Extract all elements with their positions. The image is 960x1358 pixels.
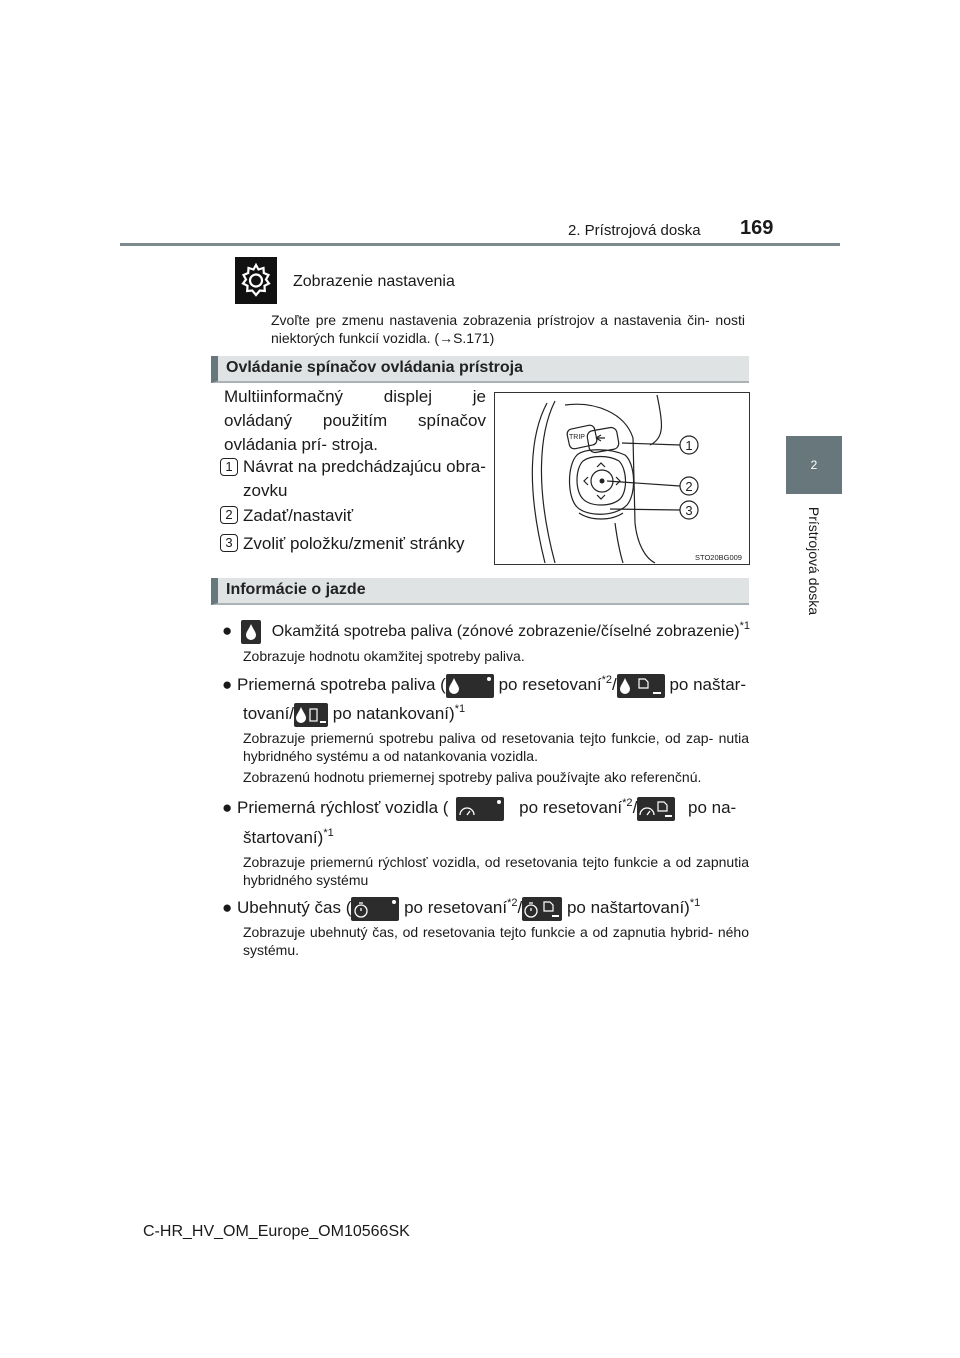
bullet-dot: ● (222, 898, 233, 917)
bullet-item-3: ● Priemerná rýchlosť vozidla ( po resetovaní$^{*2}$/ po na- (222, 792, 736, 821)
item4-part2: po resetovaní (399, 898, 508, 917)
steering-switch-diagram (494, 392, 750, 565)
item2-desc1: Zobrazuje priemernú spotrebu paliva od resetovania tejto funkcie, od zap- nutia hybridného systému a od natankovania vozidla. (243, 730, 749, 764)
item2-part2: po resetovaní (493, 675, 602, 694)
document-code: C-HR_HV_OM_Europe_OM10566SK (143, 1223, 410, 1240)
item4-part3: po naštartovaní) (562, 898, 690, 917)
item1-sup: *1 (739, 620, 750, 632)
item3-part3: po na- (683, 798, 737, 817)
bullet-item-1 (222, 615, 750, 644)
item2-line2a: tovaní/ (243, 704, 295, 723)
settings-display-description: Zvoľte pre zmenu nastavenia zobrazenia prístrojov a nastavenia čin- nosti niektorých funkcií vozidla. (→S.171) (271, 312, 745, 346)
item3-sup2: *1 (323, 827, 334, 839)
bullet-item-4: ● Ubehnutý čas ( po resetovaní$^{*2}$/ po naštartovaní)$^{*1}$ (222, 892, 700, 921)
trip-label: TRIP (569, 434, 585, 441)
item4-sup1: *2 (507, 897, 518, 909)
item-text-3: Zvoliť položku/zmeniť stránky (243, 534, 465, 553)
item-number-1: 1 (220, 458, 238, 476)
item2-line2b: po natankovaní) (328, 704, 455, 723)
item-number-3: 3 (220, 534, 238, 552)
bullet-item-2: ● Priemerná spotreba paliva ( po resetovaní$^{*2}$/ po naštar- (222, 669, 746, 698)
header-rule (120, 243, 840, 246)
item2-part3: po naštar- (664, 675, 746, 694)
chapter-tab-label (804, 496, 824, 626)
callout-3: 3 (685, 503, 693, 518)
section-heading-controls: Ovládanie spínačov ovládania prístroja (211, 356, 749, 383)
bullet-item-3-line2 (243, 822, 334, 849)
avg-fuel-refuel-icon (294, 703, 328, 727)
elapsed-time-reset-icon (351, 897, 399, 921)
item3-part2: po resetovaní (514, 798, 623, 817)
diagram-code: STO20BG009 (695, 553, 742, 562)
item4-sup2: *1 (689, 897, 701, 909)
item3-sup1: *2 (622, 797, 633, 809)
item-text-1a: Návrat na predchádzajúcu obra- (243, 457, 486, 476)
item3-part1: Priemerná rýchlosť vozidla ( (237, 798, 449, 817)
avg-fuel-reset-icon (446, 674, 494, 698)
bullet-dot: ● (222, 675, 233, 694)
item1-desc: Zobrazuje hodnotu okamžitej spotreby paliva. (243, 648, 525, 664)
bullet-item-2-line2 (243, 698, 465, 727)
item2-sup2: *1 (454, 703, 466, 715)
chapter-tab-label-text: Prístrojová doska (806, 506, 822, 616)
callout-1: 1 (685, 438, 693, 453)
item2-sup1: *2 (601, 674, 612, 686)
avg-speed-reset-icon (456, 797, 504, 821)
item2-part1: Priemerná spotreba paliva ( (237, 675, 446, 694)
item1-text: Okamžitá spotreba paliva (zónové zobrazenie/číselné zobrazenie) (271, 623, 740, 640)
chapter-tab: 2 (786, 436, 842, 494)
item4-part1: Ubehnutý čas ( (237, 898, 352, 917)
settings-display-title: Zobrazenie nastavenia (293, 273, 455, 290)
page-number: 169 (740, 217, 774, 239)
elapsed-time-start-icon (522, 897, 562, 921)
header-section-title: 2. Prístrojová doska (568, 222, 701, 239)
fuel-drop-icon (241, 620, 261, 644)
item2-desc2: Zobrazenú hodnotu priemernej spotreby paliva používajte ako referenčnú. (243, 769, 702, 785)
bullet-dot: ● (222, 621, 233, 640)
controls-intro: Multiinformačný displej je ovládaný použitím spínačov ovládania prí- stroja. (224, 387, 486, 454)
item-text-1b: zovku (243, 481, 288, 500)
gear-icon (235, 257, 277, 304)
avg-speed-start-icon (637, 797, 675, 821)
callout-2: 2 (685, 479, 693, 494)
item3-line2a: štartovaní) (243, 828, 324, 847)
bullet-dot: ● (222, 798, 233, 817)
item3-desc1: Zobrazuje priemernú rýchlosť vozidla, od resetovania tejto funkcie a od zapnutia hybridného systému (243, 854, 749, 888)
item-text-2: Zadať/nastaviť (243, 506, 354, 525)
item-number-2: 2 (220, 506, 238, 524)
avg-fuel-start-icon (617, 674, 665, 698)
item4-desc1: Zobrazuje ubehnutý čas, od resetovania tejto funkcie a od zapnutia hybrid- ného systému. (243, 924, 749, 958)
section-heading-driving-info: Informácie o jazde (211, 578, 749, 605)
